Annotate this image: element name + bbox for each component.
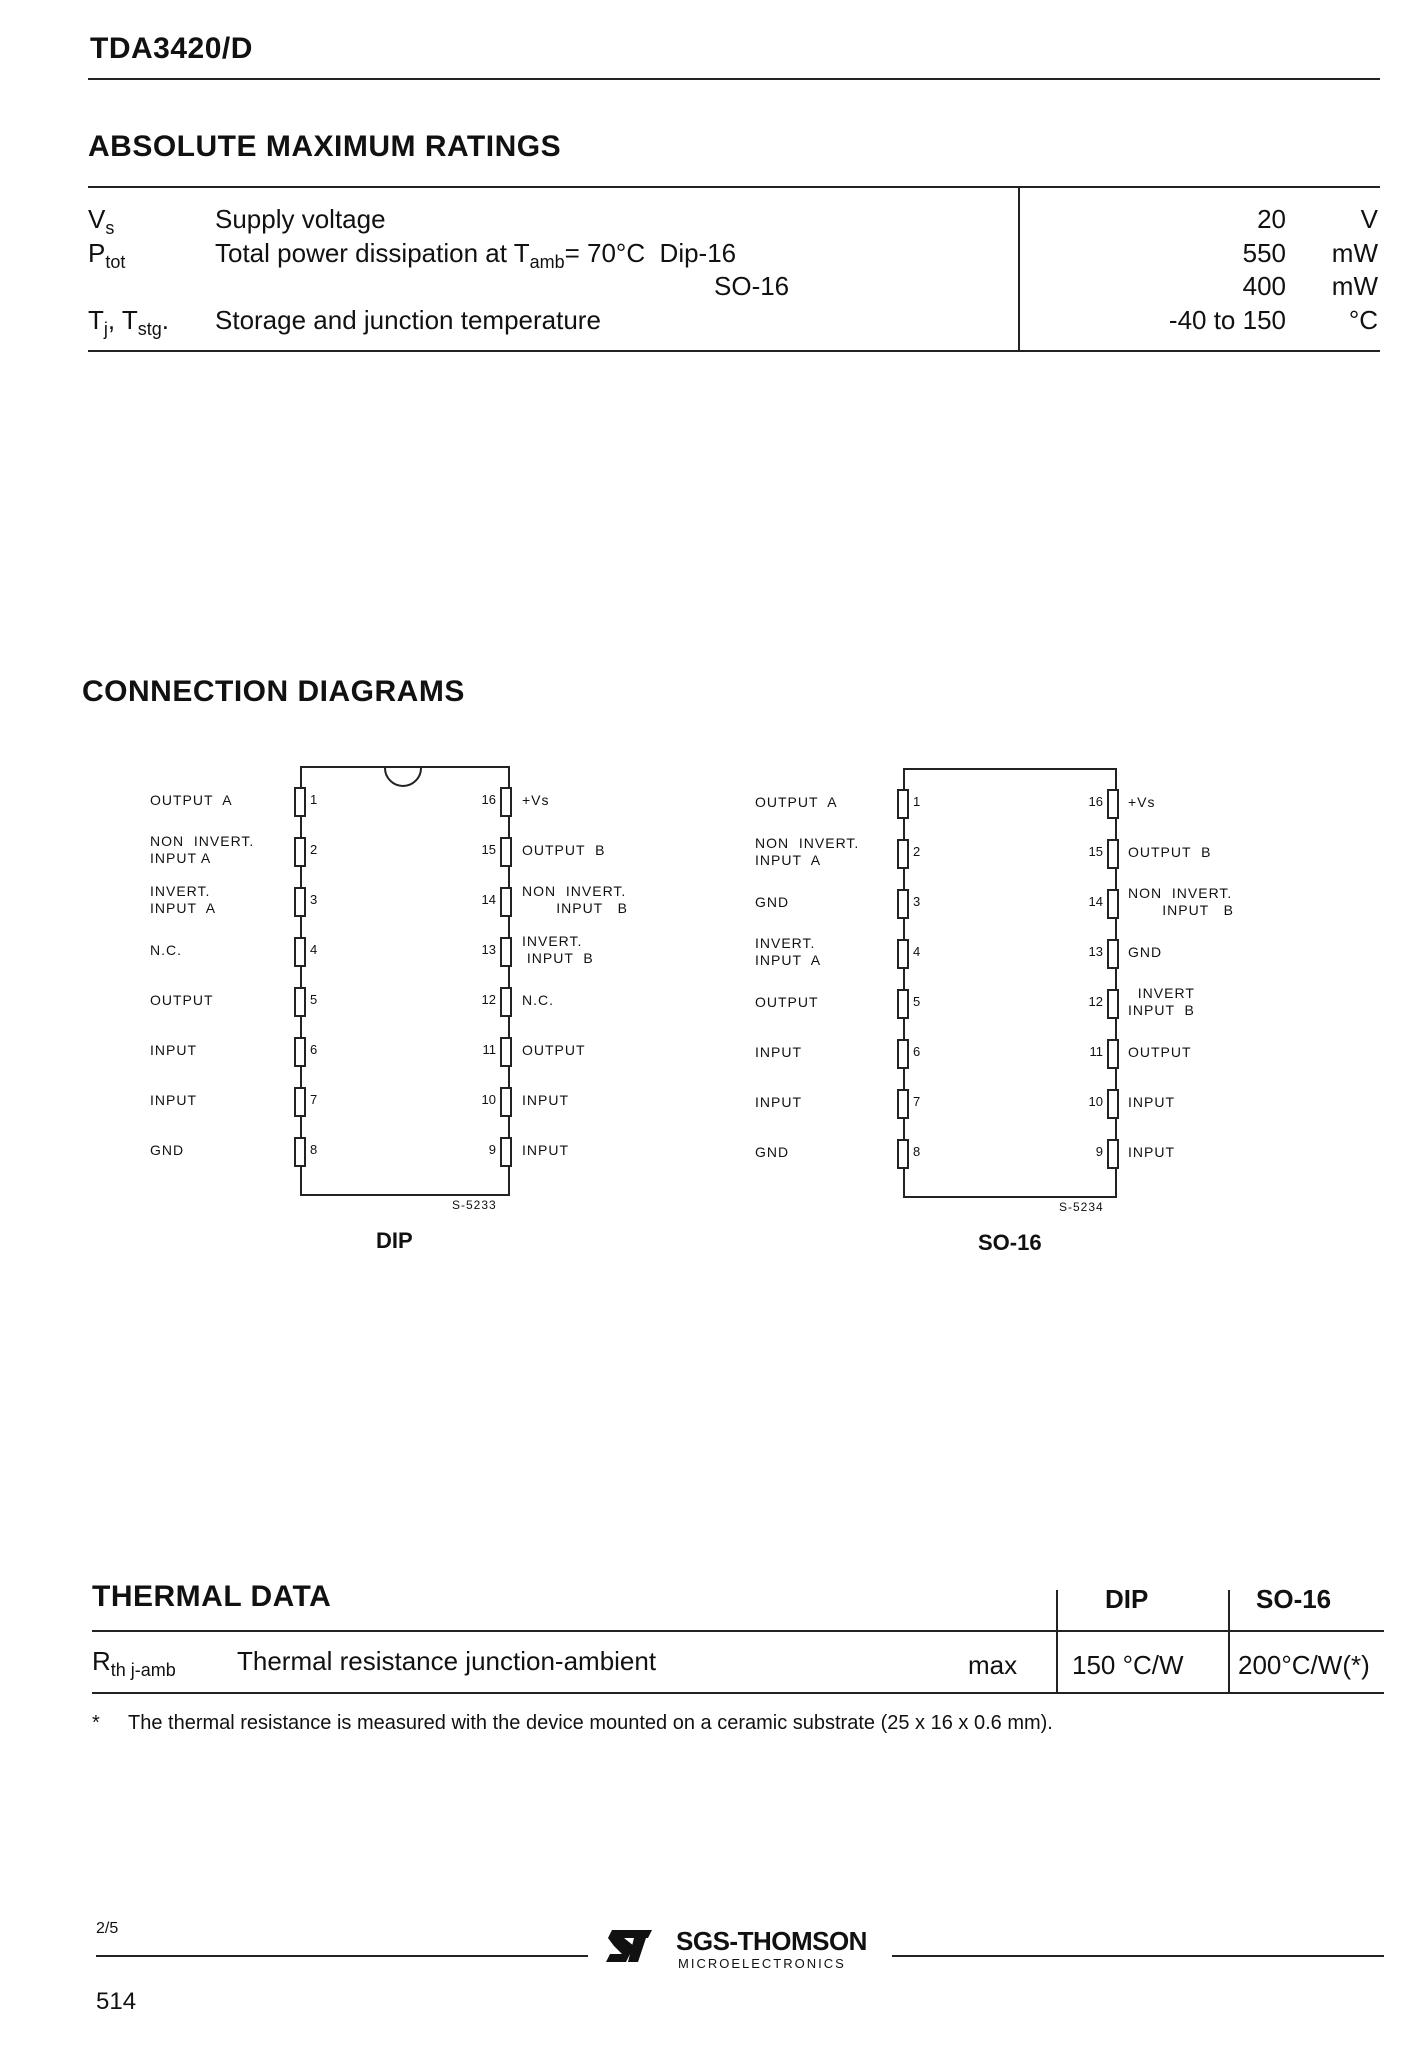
- thermal-top-rule: [92, 1630, 1384, 1632]
- amr-heading: ABSOLUTE MAXIMUM RATINGS: [88, 130, 562, 163]
- amr-top-rule: [88, 186, 1380, 188]
- pin-label: GND: [150, 1141, 185, 1158]
- pin-label: INVERT. INPUT A: [755, 935, 822, 968]
- amr-col-divider: [1018, 186, 1020, 352]
- pin-number: 6: [310, 1042, 318, 1057]
- amr-desc: Total power dissipation at $T_{amb}= 70^\circ C$ Dip-16: [215, 238, 737, 273]
- pin-4: [897, 939, 909, 969]
- pin-9: [1107, 1139, 1119, 1169]
- conn-heading: CONNECTION DIAGRAMS: [82, 675, 465, 708]
- footnote: The thermal resistance is measured with the device mounted on a ceramic substrate (25 x 16 x 0.6 mm).: [128, 1712, 1053, 1734]
- pin-label: NON INVERT. INPUT A: [150, 833, 255, 866]
- pin-1: [294, 787, 306, 817]
- pin-12: [1107, 989, 1119, 1019]
- pin-16: [500, 787, 512, 817]
- pin-label: GND: [755, 893, 790, 910]
- thermal-desc: Thermal resistance junction-ambient: [237, 1646, 657, 1676]
- thermal-bottom-rule: [92, 1692, 1384, 1694]
- thermal-heading: THERMAL DATA: [92, 1580, 332, 1613]
- pin-13: [500, 937, 512, 967]
- st-logo-icon: [604, 1926, 656, 1966]
- amr-value: -40 to 150: [1168, 305, 1286, 335]
- amr-desc: SO-16: [714, 271, 790, 301]
- pin-label: OUTPUT B: [1128, 843, 1212, 860]
- thermal-symbol: $R_{th j-amb}$: [92, 1646, 176, 1681]
- pin-number: 5: [913, 994, 921, 1009]
- pin-10: [1107, 1089, 1119, 1119]
- amr-unit: mW: [1331, 238, 1378, 268]
- pin-label: +Vs: [522, 791, 550, 808]
- pin-label: INVERT. INPUT B: [522, 933, 594, 966]
- pin-3: [294, 887, 306, 917]
- pin-15: [1107, 839, 1119, 869]
- pin-label: INPUT: [1128, 1093, 1175, 1110]
- pin-label: N.C.: [522, 991, 554, 1008]
- pin-label: INPUT: [522, 1141, 569, 1158]
- amr-desc: Storage and junction temperature: [215, 305, 601, 335]
- pin-6: [897, 1039, 909, 1069]
- pin-14: [500, 887, 512, 917]
- pin-number: 4: [310, 942, 318, 957]
- pin-8: [294, 1137, 306, 1167]
- pin1-notch-icon: [383, 768, 423, 790]
- brand-name: SGS-THOMSON: [676, 1926, 867, 1956]
- page-fraction: 2/5: [96, 1920, 119, 1937]
- pin-number: 11: [1089, 1044, 1103, 1059]
- drawing-code: S-5233: [452, 1198, 497, 1212]
- pin-label: GND: [755, 1143, 790, 1160]
- amr-desc: Supply voltage: [215, 204, 386, 234]
- pin-label: +Vs: [1128, 793, 1156, 810]
- pin-label: NON INVERT. INPUT B: [1128, 885, 1234, 918]
- thermal-dip-value: 150 °C/W: [1072, 1650, 1184, 1680]
- pin-12: [500, 987, 512, 1017]
- pin-number: 10: [1088, 1094, 1103, 1109]
- pin-number: 12: [1088, 994, 1103, 1009]
- pin-label: INPUT: [755, 1043, 802, 1060]
- pin-11: [1107, 1039, 1119, 1069]
- pin-6: [294, 1037, 306, 1067]
- thermal-divider-2: [1228, 1590, 1230, 1694]
- thermal-col-dip: DIP: [1105, 1584, 1149, 1614]
- diagram-caption: SO-16: [978, 1230, 1042, 1255]
- pin-8: [897, 1139, 909, 1169]
- pin-label: OUTPUT: [755, 993, 819, 1010]
- footer-rule-right: [892, 1955, 1384, 1957]
- pin-number: 13: [481, 942, 496, 957]
- pin-number: 9: [1095, 1144, 1103, 1159]
- pin-label: N.C.: [150, 941, 182, 958]
- pin-number: 8: [913, 1144, 921, 1159]
- pin-10: [500, 1087, 512, 1117]
- amr-symbol: $P_{tot}$: [88, 238, 126, 273]
- pin-label: NON INVERT. INPUT A: [755, 835, 860, 868]
- pin-4: [294, 937, 306, 967]
- pin-label: OUTPUT: [1128, 1043, 1192, 1060]
- pin-label: INVERT INPUT B: [1128, 985, 1195, 1018]
- pin-5: [897, 989, 909, 1019]
- amr-bottom-rule: [88, 350, 1380, 352]
- pin-2: [294, 837, 306, 867]
- pin-label: INPUT: [150, 1041, 197, 1058]
- pin-number: 13: [1088, 944, 1103, 959]
- pin-label: GND: [1128, 943, 1163, 960]
- pin-label: OUTPUT B: [522, 841, 606, 858]
- pin-number: 1: [913, 794, 921, 809]
- pin-number: 16: [1088, 794, 1103, 809]
- pin-5: [294, 987, 306, 1017]
- pin-9: [500, 1137, 512, 1167]
- pin-15: [500, 837, 512, 867]
- pin-14: [1107, 889, 1119, 919]
- drawing-code: S-5234: [1059, 1200, 1104, 1214]
- pin-number: 15: [481, 842, 496, 857]
- pin-number: 10: [481, 1092, 496, 1107]
- amr-symbol: $T_j$, $T_{stg}$.: [88, 305, 169, 340]
- page-number: 514: [96, 1988, 137, 2015]
- amr-value: 550: [1242, 238, 1286, 268]
- amr-unit: V: [1360, 204, 1378, 234]
- amr-symbol: $V_s$: [88, 204, 115, 239]
- pin-number: 4: [913, 944, 921, 959]
- pin-label: INPUT: [755, 1093, 802, 1110]
- thermal-divider-1: [1056, 1590, 1058, 1694]
- pin-number: 12: [481, 992, 496, 1007]
- ic-body: [300, 766, 510, 1196]
- pin-number: 15: [1088, 844, 1103, 859]
- pin-3: [897, 889, 909, 919]
- pin-number: 7: [310, 1092, 318, 1107]
- pin-label: OUTPUT A: [150, 791, 233, 808]
- pin-2: [897, 839, 909, 869]
- pin-11: [500, 1037, 512, 1067]
- pin-label: INPUT: [150, 1091, 197, 1108]
- pin-label: NON INVERT. INPUT B: [522, 883, 628, 916]
- thermal-qualifier: max: [968, 1650, 1018, 1680]
- amr-unit: °C: [1348, 305, 1378, 335]
- pin-13: [1107, 939, 1119, 969]
- amr-unit: mW: [1331, 271, 1378, 301]
- thermal-so16-value: 200°C/W(*): [1238, 1650, 1370, 1680]
- pin-label: OUTPUT A: [755, 793, 838, 810]
- pin-number: 14: [1088, 894, 1103, 909]
- header-rule: [88, 78, 1380, 80]
- pin-number: 11: [482, 1042, 496, 1057]
- pin-label: OUTPUT: [150, 991, 214, 1008]
- thermal-col-so16: SO-16: [1256, 1584, 1332, 1614]
- pin-7: [294, 1087, 306, 1117]
- amr-value: 20: [1257, 204, 1286, 234]
- pin-number: 3: [310, 892, 318, 907]
- footnote-mark: *: [92, 1712, 100, 1734]
- pin-label: INVERT. INPUT A: [150, 883, 217, 916]
- pin-number: 5: [310, 992, 318, 1007]
- pin-number: 8: [310, 1142, 318, 1157]
- pin-number: 1: [310, 792, 318, 807]
- diagram-caption: DIP: [376, 1228, 413, 1253]
- footer-rule-left: [96, 1955, 588, 1957]
- pin-number: 3: [913, 894, 921, 909]
- pin-label: INPUT: [522, 1091, 569, 1108]
- pin-16: [1107, 789, 1119, 819]
- pin-number: 2: [310, 842, 318, 857]
- pin-label: OUTPUT: [522, 1041, 586, 1058]
- pin-number: 7: [913, 1094, 921, 1109]
- pin-7: [897, 1089, 909, 1119]
- pin-number: 16: [481, 792, 496, 807]
- amr-value: 400: [1242, 271, 1286, 301]
- pin-number: 14: [481, 892, 496, 907]
- pin-number: 6: [913, 1044, 921, 1059]
- ic-body: [903, 768, 1117, 1198]
- pin-1: [897, 789, 909, 819]
- brand-sub: MICROELECTRONICS: [678, 1956, 846, 1971]
- pin-number: 2: [913, 844, 921, 859]
- doc-title: TDA3420/D: [90, 32, 253, 65]
- pin-number: 9: [488, 1142, 496, 1157]
- pin-label: INPUT: [1128, 1143, 1175, 1160]
